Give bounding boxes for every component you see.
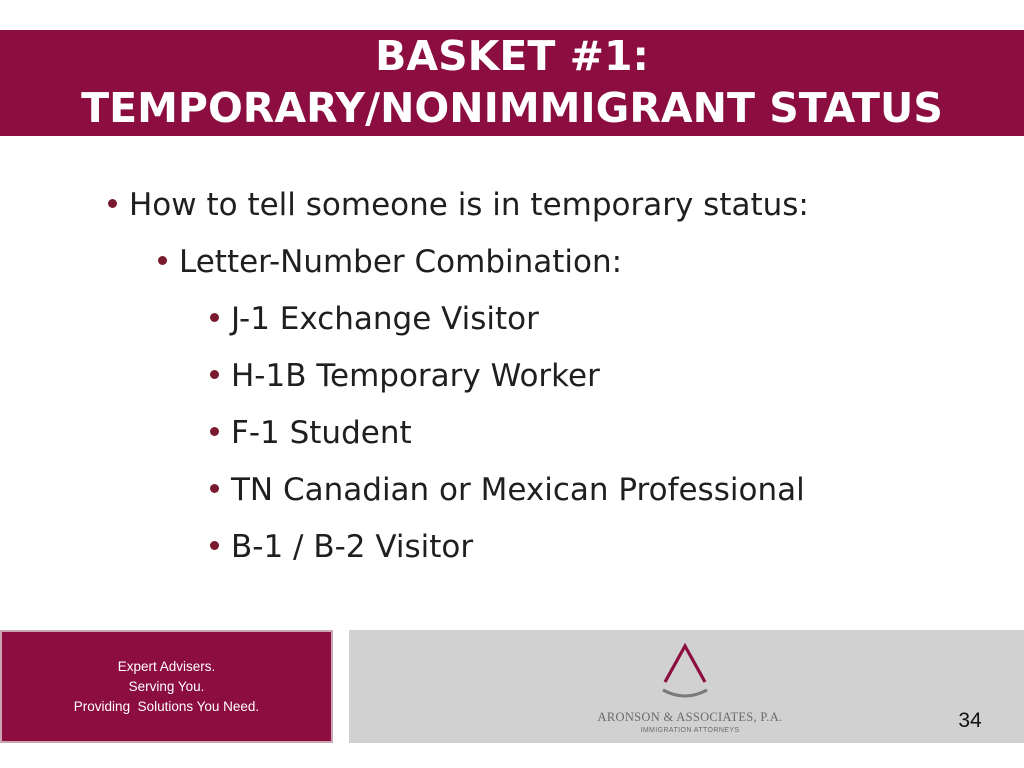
bullet-text: H-1B Temporary Worker [231, 358, 600, 394]
bullet-text: Letter-Number Combination: [179, 244, 623, 280]
tagline-line-1: Expert Advisers. [117, 658, 216, 674]
bullet-text: TN Canadian or Mexican Professional [231, 472, 805, 508]
bullet-item [158, 242, 622, 282]
footer-tagline-box [0, 630, 333, 743]
slide-title [0, 30, 1024, 134]
tagline-line-3: Providing Solutions You Need. [73, 698, 260, 714]
bullet-dot-icon [210, 541, 219, 550]
footer-brand-panel [349, 630, 1024, 743]
bullet-dot-icon [108, 199, 117, 208]
bullet-text: B-1 / B-2 Visitor [231, 529, 474, 565]
bullet-item [210, 527, 473, 567]
bullet-text: How to tell someone is in temporary status: [129, 187, 809, 223]
bullet-dot-icon [158, 256, 167, 265]
bullet-item [108, 185, 809, 225]
bullet-item [210, 299, 539, 339]
page-number: 34 [958, 709, 982, 732]
firm-name: ARONSON & ASSOCIATES, P.A. [597, 710, 783, 724]
bullet-dot-icon [210, 427, 219, 436]
firm-subtitle: IMMIGRATION ATTORNEYS [640, 727, 740, 734]
slide-title-line-1: BASKET #1: [375, 32, 649, 80]
bullet-text: J-1 Exchange Visitor [231, 301, 539, 337]
bullet-item [210, 470, 805, 510]
aronson-arch-logo-icon [661, 640, 709, 702]
bullet-item [210, 413, 412, 453]
bullet-dot-icon [210, 313, 219, 322]
bullet-dot-icon [210, 370, 219, 379]
bullet-text: F-1 Student [231, 415, 412, 451]
slide-title-line-2: TEMPORARY/NONIMMIGRANT STATUS [81, 84, 943, 132]
bullet-dot-icon [210, 484, 219, 493]
bullet-item [210, 356, 600, 396]
tagline-line-2: Serving You. [128, 678, 205, 694]
